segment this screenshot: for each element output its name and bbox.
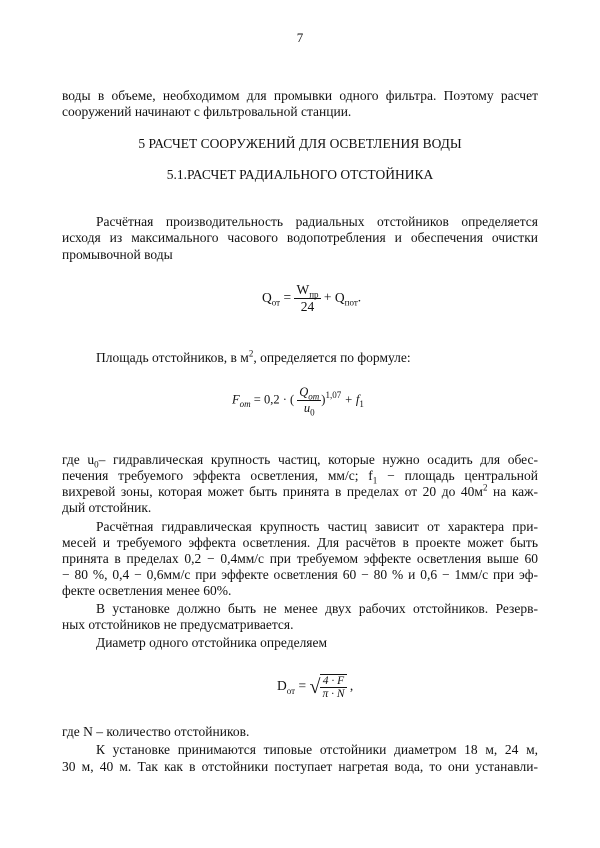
para1-line-3: промывочной воды <box>62 247 173 262</box>
para7-line-2: 30 м, 40 м. Так как в отстойники поступает нагретая вода, то они устанавли- <box>62 759 538 774</box>
para4-line-2: ных отстойников не предусматривается. <box>62 617 294 632</box>
para2-line-1: где $u_0-$ гидравлическая крупность частиц, которые нужно осадить для обес- <box>62 452 538 470</box>
intro-line-1: воды в объеме, необходимом для промывки одного фильтра. Поэтому расчет <box>62 88 538 103</box>
para2-line-2: печения требуемого эффекта осветления, мм/с; $f_1$ − площадь центральной <box>62 468 538 486</box>
formula-f-fraction: $\frac{Q_{от}}{u_0}$ <box>299 385 320 418</box>
formula-q-rhs: $Q_{пот}$ <box>334 289 358 308</box>
para7-line-1: К установке принимаются типовые отстойники диаметром 18 м, 24 м, <box>96 742 538 757</box>
para3-line-5: фекте осветления менее 60%. <box>62 583 232 598</box>
para2-line-3: вихревой зоны, которая может быть принята в пределах от 20 до $40м^2$ на каж- <box>62 482 538 499</box>
formula-q-fraction: $\frac{W_{пр}}{24}$ <box>296 282 319 314</box>
formula-d: $D_{от}$ = √ $\frac{4 \cdot F}{\pi \cdot N}$ , <box>277 675 354 700</box>
section-heading: 5 РАСЧЕТ СООРУЖЕНИЙ ДЛЯ ОСВЕТЛЕНИЯ ВОДЫ <box>138 136 462 151</box>
sqrt-icon: √ <box>309 676 321 698</box>
subsection-heading: 5.1.РАСЧЕТ РАДИАЛЬНОГО ОТСТОЙНИКА <box>166 167 434 182</box>
page-number: 7 <box>296 30 304 45</box>
intro-line-2: сооружений начинают с фильтровальной станции. <box>62 104 352 119</box>
formula-f: $F_{от} = 0,2$ · ( $\frac{Q_{от}}{u_0}$ )$^{1,07} + f_1$ <box>232 385 364 418</box>
para1-line-2: исходя из максимального часового водопотребления и обеспечения очистки <box>62 230 538 245</box>
formula-q-lhs: $Q_{от}$ <box>262 289 281 308</box>
para3-line-4: − 80 %, 0,4 − 0,6мм/с при эффекте осветления 60 − 80 % и 0,6 − 1мм/с при эф- <box>62 567 538 582</box>
para2-line-4: дый отстойник. <box>62 500 152 515</box>
para3-line-2: месей и требуемого эффекта осветления. Для расчётов в проекте может быть <box>62 535 538 550</box>
para3-line-1: Расчётная гидравлическая крупность частиц зависит от характера при- <box>96 519 538 534</box>
para1-line-1: Расчётная производительность радиальных отстойников определяется <box>96 214 538 229</box>
para6: где N – количество отстойников. <box>62 724 250 739</box>
formula-q: $Q_{от}$ = $\frac{W_{пр}}{24}$ + $Q_{пот}$. <box>262 282 362 314</box>
para4-line-1: В установке должно быть не менее двух рабочих отстойников. Резерв- <box>96 601 538 616</box>
formula-d-fraction: $\frac{4 \cdot F}{\pi \cdot N}$ <box>322 675 345 700</box>
para3-line-3: принята в пределах 0,2 − 0,4мм/с при требуемом эффекте осветления выше 60 <box>62 551 538 566</box>
area-sentence: Площадь отстойников, в $м^2$, определяется по формуле: <box>96 348 411 365</box>
para5: Диаметр одного отстойника определяем <box>96 635 328 650</box>
